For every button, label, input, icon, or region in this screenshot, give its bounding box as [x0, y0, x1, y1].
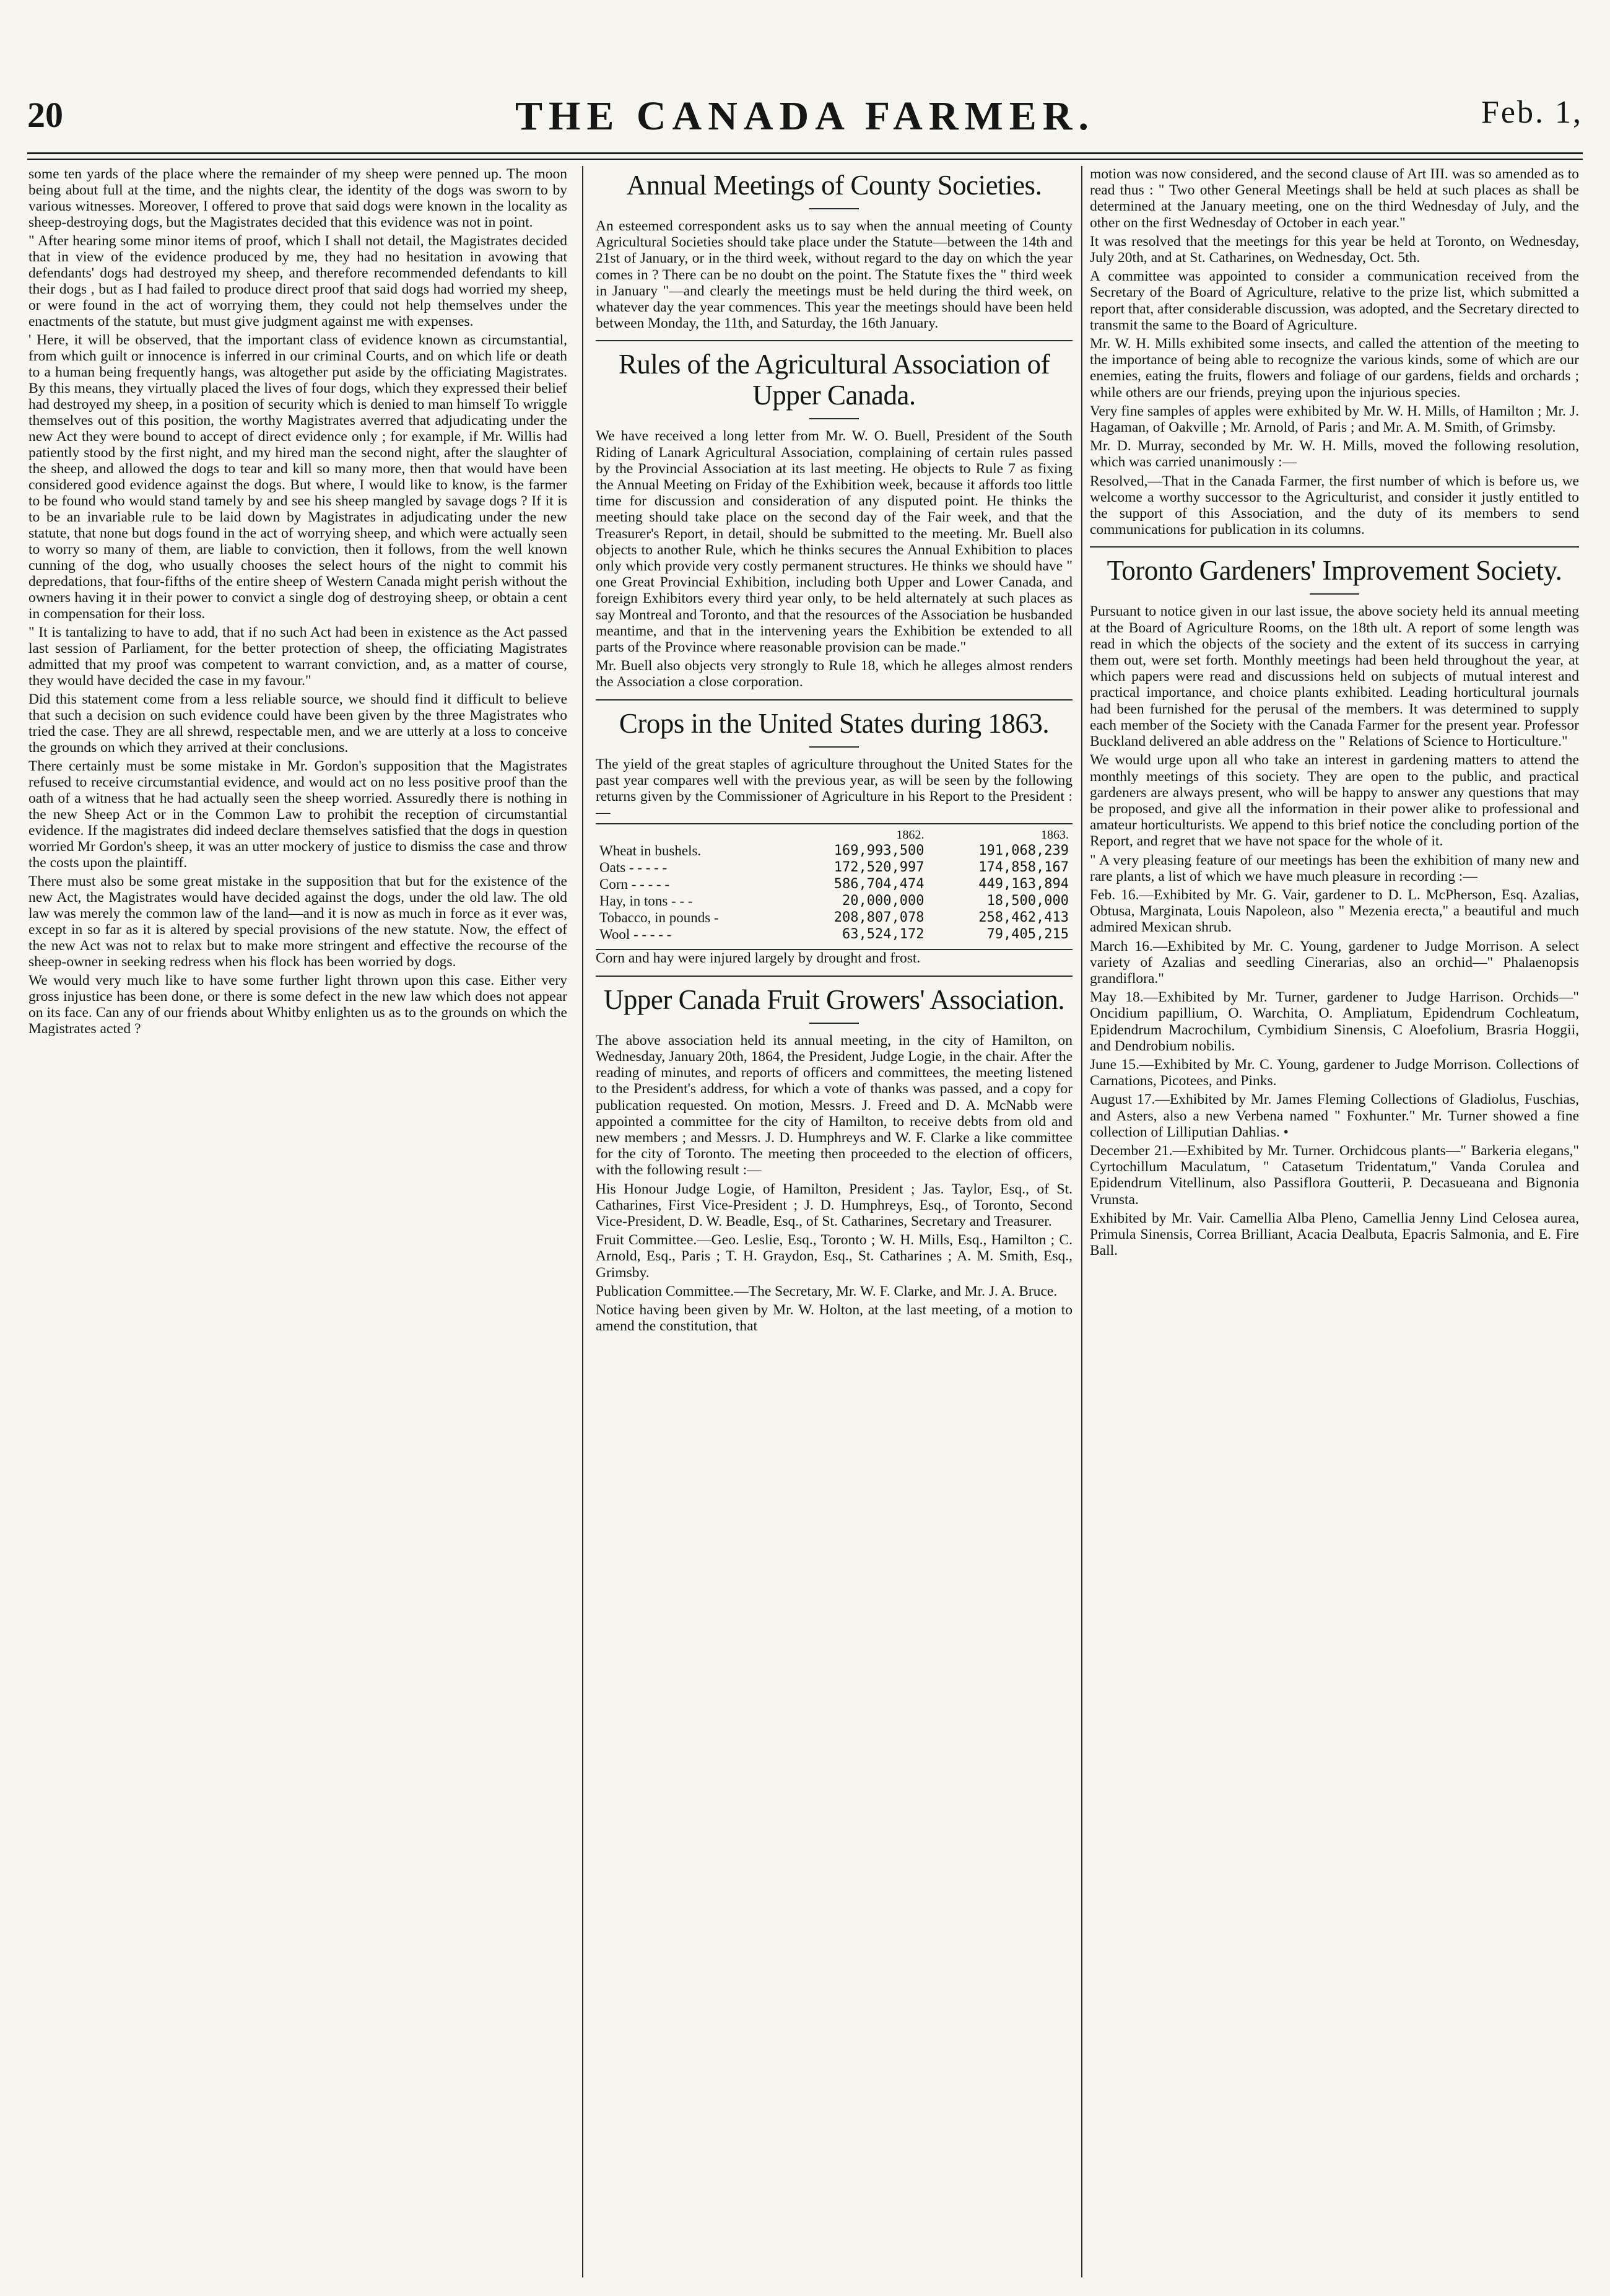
- table-header: [596, 828, 783, 842]
- table-header-row: [596, 828, 1073, 842]
- article-paragraph: some ten yards of the place where the remainder of my sheep were penned up. The moon being about full at the time, and the nights clear, the identity of the dogs was sworn to by various witnesses. Moreover, I offered to prove that said dogs were known in the locality as sheep-destroying dogs, but the Magistrates decided that this evidence was not in point.: [28, 166, 567, 230]
- crop-name: Oats - - - - -: [599, 860, 668, 876]
- column-divider: [582, 166, 583, 2277]
- article-paragraph: Pursuant to notice given in our last issue, the above society held its annual meeting at the Board of Agriculture Rooms, on the 18th ult. A report of some length was read in which the objects of the society and the extent of its success in carrying them out, were set forth. Monthly meetings had been held throughout the year, at which papers were read and discussions held on subjects of mutual interest and practical importance, and choice plants exhibited. Leading horticultural journals had been furnished for the perusal of the members. It was determined to supply each member of the Society with the Canada Farmer for the present year. Professor Buckland delivered an able address on the " Relations of Science to Horticulture.": [1090, 603, 1579, 750]
- issue-date: Feb. 1,: [1481, 95, 1583, 130]
- newspaper-title: THE CANADA FARMER.: [515, 94, 1095, 139]
- article-paragraph: Mr. Buell also objects very strongly to Rule 18, which he alleges almost renders the Association a close corporation.: [596, 658, 1073, 691]
- table-header: 1862.: [896, 828, 925, 842]
- article-paragraph: June 15.—Exhibited by Mr. C. Young, gardener to Judge Morrison. Collections of Carnations, Picotees, and Pinks.: [1090, 1056, 1579, 1089]
- crop-name: Tobacco, in pounds -: [599, 910, 719, 926]
- article-heading-toronto-gardeners: Toronto Gardeners' Improvement Society.: [1107, 555, 1562, 587]
- yield-1862: 208,807,078: [833, 910, 925, 926]
- article-paragraph: A committee was appointed to consider a communication received from the Secretary of the Board of Agriculture, relative to the prize list, which submitted a report that, after considerable discussion, was adopted, and the Secretary directed to transmit the same to the Board of Agriculture.: [1090, 268, 1579, 333]
- yield-1862: 63,524,172: [842, 927, 925, 943]
- article-paragraph: Resolved,—That in the Canada Farmer, the first number of which is before us, we welcome a worthy successor to the Agriculturist, and consider it justly entitled to the support of this Association, and the duty of its members to send communications for publication in its columns.: [1090, 473, 1579, 538]
- yield-1863: 449,163,894: [978, 876, 1069, 893]
- article-paragraph: The above association held its annual meeting, in the city of Hamilton, on Wednesday, January 20th, 1864, the President, Judge Logie, in the chair. After the reading of minutes, and reports of officers and committees, the meeting listened to the President's address, for which a vote of thanks was passed, and a copy for publication requested. On motion, Messrs. J. Freed and D. A. McNabb were appointed a committee for the city of Hamilton, to receive debts from old and new members ; and Messrs. J. D. Humphreys and W. F. Clarke a like committee for the city of Toronto. The meeting then proceeded to the election of officers, with the following result :—: [596, 1032, 1073, 1179]
- heading-rule: [809, 418, 859, 419]
- article-paragraph: His Honour Judge Logie, of Hamilton, President ; Jas. Taylor, Esq., of St. Catharines, First Vice-President ; J. D. Humphreys, Esq., of Toronto, Second Vice-President, D. W. Beadle, Esq., of St. Catharines, Secretary and Treasurer.: [596, 1181, 1073, 1229]
- page-number: 20: [27, 95, 63, 135]
- article-paragraph: We would urge upon all who take an interest in gardening matters to attend the monthly meetings of this society. They are open to the public, and practical gardeners are always present, who will be happy to answer any questions that may be proposed, and give all the information in their power alike to professional and amateur horticulturists. We append to this brief notice the concluding portion of the Report, and regret that we have not space for the whole of it.: [1090, 752, 1579, 850]
- article-heading-rules: Rules of the Agricultural Association of Upper Canada.: [618, 349, 1050, 411]
- article-paragraph: We would very much like to have some further light thrown upon this case. Either very gross injustice has been done, or there is some defect in the new law which does not appear on its face. Can any of our friends about Whitby enlighten us as to the grounds on which the Magistrates acted ?: [28, 972, 567, 1037]
- yield-1863: 258,462,413: [978, 910, 1069, 926]
- yield-1863: 18,500,000: [986, 893, 1069, 909]
- crop-name: Hay, in tons - - -: [599, 893, 693, 909]
- column-2: [596, 166, 1073, 2277]
- table-row: [596, 926, 1073, 943]
- table-row: [596, 876, 1073, 893]
- article-paragraph: motion was now considered, and the second clause of Art III. was so amended as to read thus : " Two other General Meetings shall be held at such places as shall be determined at the January meeting, one on the third Wednesday of July, and the other on the first Wednesday of October in each year.": [1090, 166, 1579, 231]
- yield-1863: 79,405,215: [986, 927, 1069, 943]
- article-paragraph: " It is tantalizing to have to add, that if no such Act had been in existence as the Act passed last session of Parliament, for the better protection of sheep, the officiating Magistrates admitted that my proof was competent to warrant conviction, and, as a matter of course, they would have decided the case in my favour.": [28, 624, 567, 689]
- article-paragraph: " After hearing some minor items of proof, which I shall not detail, the Magistrates decided that in view of the evidence produced by me, they had no hesitation in avowing that defendants' dogs had destroyed my sheep, and therefore recommended defendants to kill their dogs , but as I had failed to produce direct proof that said dogs had worried my sheep, or were found in the act of worrying them, they could not help themselves under the enactments of the statute, but must give judgment against me with expenses.: [28, 233, 567, 330]
- article-paragraph: Exhibited by Mr. Vair. Camellia Alba Pleno, Camellia Jenny Lind Celosea aurea, Primula Sinensis, Correa Brilliant, Acacia Dealbuta, Epacris Salmonia, and E. Fire Ball.: [1090, 1210, 1579, 1259]
- article-heading-fruit-growers: Upper Canada Fruit Growers' Association.: [603, 984, 1065, 1015]
- section-rule: [596, 340, 1073, 341]
- section-rule: [596, 699, 1073, 701]
- table-row: [596, 909, 1073, 926]
- section-rule: [596, 976, 1073, 977]
- yield-1863: 191,068,239: [978, 843, 1069, 859]
- article-paragraph: Fruit Committee.—Geo. Leslie, Esq., Toronto ; W. H. Mills, Esq., Hamilton ; C. Arnold, Esq., Paris ; T. H. Graydon, Esq., St. Catharines ; A. M. Smith, Esq., Grimsby.: [596, 1232, 1073, 1281]
- article-paragraph: An esteemed correspondent asks us to say when the annual meeting of County Agricultural Societies should take place under the Statute—between the 14th and 21st of January, or in the third week, without regard to the day on which the year comes in ? There can be no doubt on the point. The Statute fixes the " third week in January "—and clearly the meetings must be held during the third week, on whatever day the year commences. This year the meetings should have been held between Monday, the 11th, and Saturday, the 16th January.: [596, 218, 1073, 332]
- table-row: [596, 859, 1073, 876]
- crop-name: Corn - - - - -: [599, 876, 670, 893]
- masthead: [27, 93, 1583, 149]
- table-row: [596, 842, 1073, 859]
- heading-rule: [1310, 593, 1359, 595]
- article-paragraph: Publication Committee.—The Secretary, Mr. W. F. Clarke, and Mr. J. A. Bruce.: [596, 1283, 1058, 1299]
- heading-rule: [809, 208, 859, 209]
- yield-1862: 586,704,474: [833, 876, 925, 893]
- crop-table-box: [596, 823, 1073, 950]
- crop-yield-table: [596, 828, 1073, 943]
- heading-rule: [809, 1023, 859, 1024]
- yield-1862: 20,000,000: [842, 893, 925, 909]
- heading-rule: [809, 746, 859, 748]
- article-paragraph: Mr. D. Murray, seconded by Mr. W. H. Mills, moved the following resolution, which was carried unanimously :—: [1090, 438, 1579, 471]
- article-paragraph: December 21.—Exhibited by Mr. Turner. Orchidcous plants—" Barkeria elegans," Cyrtochillum Maculatum, " Catasetum Tridentatum," Vanda Corulea and Epidendrum Vitellinum, also Passiflora Goutterii, P. Decasueana and Bignonia Vrunsta.: [1090, 1142, 1579, 1208]
- article-paragraph: We have received a long letter from Mr. W. O. Buell, President of the South Riding of Lanark Agricultural Association, complaining of certain rules passed by the Provincial Association at its last meeting. He objects to Rule 7 as fixing the Annual Meeting on Friday of the Exhibition week, because it affords too little time for discussion and consideration of any disputed point. He thinks the meeting should take place on the second day of the Fair week, and that the Treasurer's Report, in detail, should be submitted to the meeting. Mr. Buell also objects to another Rule, which he thinks secures the Annual Exhibition to places only which provide very costly permanent structures. He thinks we should have " one Great Provincial Exhibition, including both Upper and Lower Canada, and foreign Exhibitors every third year only, to be held alternately at such places as say Montreal and Toronto, and that the resources of the Association be husbanded meantime, and that in the intervening years the Exhibition be extended to all parts of the Province where reasonable provision can be made.": [596, 428, 1073, 656]
- article-paragraph: Did this statement come from a less reliable source, we should find it difficult to believe that such a decision on such evidence could have been given by the three Magistrates who tried the case. They are all shrewd, respectable men, and we are utterly at a loss to conceive the grounds on which they arrived at their conclusions.: [28, 691, 567, 756]
- table-header: 1863.: [1041, 828, 1069, 842]
- article-paragraph: May 18.—Exhibited by Mr. Turner, gardener to Judge Harrison. Orchids—" Oncidium papillium, O. Warchita, O. Ampliatum, Epidendrum Cochleatum, Epidendrum Macrochilum, Cymbidium Sinensis, C Aloefolium, Brasria Hoggii, and Dendrobium nobilis.: [1090, 989, 1579, 1054]
- article-paragraph: Feb. 16.—Exhibited by Mr. G. Vair, gardener to D. L. McPherson, Esq. Azalias, Obtusa, Marginata, Louis Napoleon, also " Mezenia erecta," a beautiful and much admired Mexican shrub.: [1090, 886, 1579, 936]
- crop-name: Wool - - - - -: [599, 927, 672, 943]
- table-row: [596, 893, 1073, 909]
- section-rule: [1090, 546, 1579, 548]
- article-paragraph: " A very pleasing feature of our meetings has been the exhibition of many new and rare plants, a list of which we have much pleasure in recording :—: [1090, 852, 1579, 884]
- article-paragraph: There must also be some great mistake in the supposition that but for the existence of the new Act, the Magistrates would have decided against the dogs, under the old law. The old law was merely the common law of the land—and it is now as much in force as it ever was, except in so far as it is altered by special provisions of the new statute. Now, the effect of the new Act was not to relax but to make more stringent and effective the recourse of the sheep-owner in seeking redress when his flock has been worried by dogs.: [28, 873, 567, 970]
- article-paragraph: ' Here, it will be observed, that the important class of evidence known as circumstantial, from which guilt or innocence is inferred in our criminal Courts, and on which life or death to a human being frequently hangs, was altogether put aside by the officiating Magistrates. By this means, they virtually placed the lives of four dogs, which they expressed their belief had destroyed my sheep, in a position of security which is denied to man himself To wriggle themselves out of this position, the worthy Magistrates averred that adjudicating under the new Act they were bound to accept of direct evidence only ; for example, if Mr. Willis had patiently stood by the first night, and my hired man the second night, after the slaughter of the sheep, and allowed the dogs to tear and kill so many more, then that would have been considered good evidence against the dogs. But where, I would like to know, is the farmer to be found who would stand tamely by and see his sheep mangled by savage dogs ? If it is to be an invariable rule to be laid down by Magistrates in adjudicating under the new statute, that none but dogs found in the act of worrying sheep, and which were actually seen to worry so many of them, are liable to conviction, then it follows, from the well known cunning of the dog, who usually chooses the select hours of the night to commit his depredations, that four-fifths of the entire sheep of Western Canada might perish without the owners having it in their power to convict a single dog of destroying sheep, or obtain a cent in compensation for their loss.: [28, 332, 567, 622]
- column-3: [1090, 166, 1579, 2277]
- masthead-rule: [27, 152, 1583, 154]
- column-1: [28, 166, 567, 2277]
- article-heading-crops: Crops in the United States during 1863.: [619, 707, 1050, 739]
- yield-1862: 169,993,500: [833, 843, 925, 859]
- article-paragraph: Notice having been given by Mr. W. Holton, at the last meeting, of a motion to amend the constitution, that: [596, 1301, 1073, 1335]
- article-paragraph: Very fine samples of apples were exhibited by Mr. W. H. Mills, of Hamilton ; Mr. J. Hagaman, of Oakville ; Mr. Arnold, of Paris ; and Mr. A. M. Smith, of Grimsby.: [1090, 403, 1579, 436]
- crop-name: Wheat in bushels.: [599, 843, 702, 859]
- article-paragraph: Corn and hay were injured largely by drought and frost.: [596, 950, 921, 967]
- article-paragraph: August 17.—Exhibited by Mr. James Fleming Collections of Gladiolus, Fuschias, and Asters, also a new Verbena named " Foxhunter." Mr. Turner showed a fine collection of Lilliputian Dahlias. •: [1090, 1091, 1579, 1140]
- article-paragraph: It was resolved that the meetings for this year be held at Toronto, on Wednesday, July 20th, and at St. Catharines, on Wednesday, Oct. 5th.: [1090, 233, 1579, 266]
- article-paragraph: There certainly must be some mistake in Mr. Gordon's supposition that the Magistrates refused to receive circumstantial evidence, and would act on no less positive proof than the oath of a witness that he had actually seen the sheep worried. Assuredly there is nothing in the new Sheep Act or in the Common Law to prohibit the reception of circumstantial evidence. If the magistrates did indeed declare themselves satisfied that the dogs in question worried Mr Gordon's sheep, it was an utter mockery of justice to dismiss the case and throw the costs upon the plaintiff.: [28, 758, 567, 871]
- masthead-rule-thin: [27, 159, 1583, 160]
- yield-1863: 174,858,167: [978, 860, 1069, 876]
- article-paragraph: March 16.—Exhibited by Mr. C. Young, gardener to Judge Morrison. A select variety of Azalias and seedling Cinerarias, also an orchid—" Phalaenopsis grandiflora.": [1090, 938, 1579, 987]
- column-divider: [1081, 166, 1082, 2277]
- article-paragraph: Mr. W. H. Mills exhibited some insects, and called the attention of the meeting to the importance of being able to recognize the various kinds, some of which are our enemies, eating the fruits, flowers and foliage of our gardens, fields and orchards ; while others are our friends, preying upon the injurious species.: [1090, 336, 1579, 401]
- article-paragraph: The yield of the great staples of agriculture throughout the United States for the past year compares well with the previous year, as will be seen by the following returns given by the Commissioner of Agriculture in his Report to the President :—: [596, 756, 1073, 821]
- yield-1862: 172,520,997: [833, 860, 925, 876]
- article-heading-annual-meetings: Annual Meetings of County Societies.: [626, 170, 1042, 201]
